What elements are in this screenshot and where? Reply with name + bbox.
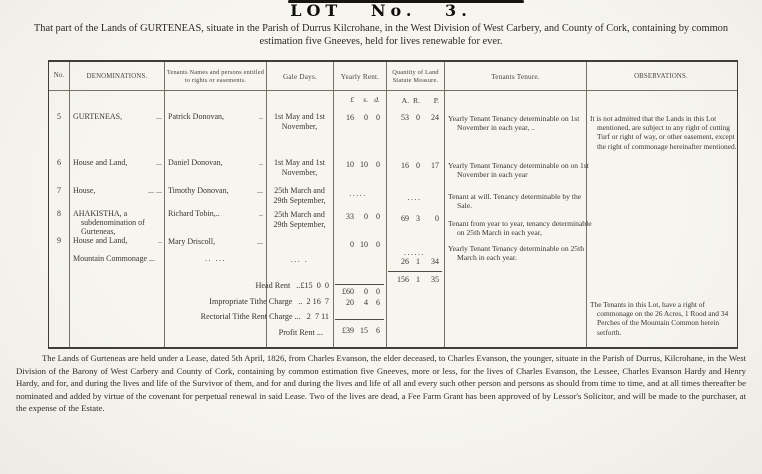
quantity-blank-dots: .... <box>407 193 422 202</box>
tenant-name: Mary Driscoll, ... <box>168 237 263 246</box>
tenant-name: Daniel Donovan, .. <box>168 158 263 167</box>
gale-days: 1st May and 1st November, <box>274 158 325 177</box>
rent-units: £ s. d. <box>350 95 380 104</box>
tenure-text: Yearly Tenant Tenancy determinable on 1st November in each year, .. <box>448 114 580 133</box>
column-header-observations: OBSERVATIONS. <box>634 73 688 80</box>
lot-subtitle: That part of the Lands of GURTENEAS, situate in the Parish of Durrus Kilcrohane, in the West Division of West Carbery, and County of Cork, containing by common estimation five Gneeves, held for lives renewable for ever. <box>33 23 729 47</box>
tenant-name: Patrick Donovan, .. <box>168 112 263 121</box>
quantity-value: 16 0 17 <box>401 161 439 170</box>
column-header-denominations: DENOMINATIONS. <box>86 73 148 80</box>
tenant-blank-dots: .. ... <box>205 254 226 263</box>
gale-blank-dots: ... . <box>290 255 309 264</box>
lease-description-paragraph: The Lands of Gurteneas are held under a Lease, dated 5th April, 1826, from Charles Evanson, the elder deceased, to Charles Evanson, the younger, situate in the Parish of Durrus, Kilcrohane, in the West Division of the Barony of West Carbery and County of Cork, containing by common estimation five Gneeves, more or less, for the lives of Charles Evanson, the Lessee, Charles Evanson Hardy and Henry Hardy, and for, and during the lives and life of the Survivor of them, and for and during the lives and life of all and every such other person and persons as should from time to time, and at all times thereafter be nominated and added by virtue of the covenant for perpetual renewal in said Lease. Two of the lives are dead, a Fee Farm Grant has been approved of by Lessor's Solicitor, and will be made to the purchaser, at the expense of the Estate. <box>16 353 746 414</box>
quantity-total: 156 1 35 <box>397 275 439 284</box>
column-header-quantity: Quantity of Land Statute Measure. <box>392 69 439 84</box>
gale-days: 25th March and 29th September, <box>273 186 326 205</box>
rent-value: 10 10 0 <box>346 160 380 169</box>
denomination: GURTENEAS, ... <box>73 112 162 121</box>
quantity-units: A. R. P. <box>401 96 439 105</box>
header-divider <box>49 90 737 91</box>
summary-profit-rent-label: Profit Rent ... <box>278 328 323 337</box>
row-number: 7 <box>57 186 61 195</box>
tenure-text: Yearly Tenant Tenancy determinable on 25th March in each year. <box>448 244 585 263</box>
column-header-tenure: Tenants Tenure. <box>491 73 540 81</box>
rent-value: 0 10 0 <box>350 240 380 249</box>
denomination: Mountain Commonage ... <box>73 254 155 263</box>
row-number: 6 <box>57 158 61 167</box>
profit-rent-value: £39 15 6 <box>342 326 380 335</box>
row-number: 5 <box>57 112 61 121</box>
column-header-no: No. <box>53 72 65 79</box>
column-header-yearly-rent: Yearly Rent. <box>340 73 380 81</box>
observation-note: It is not admitted that the Lands in this Lot mentioned, are subject to any right of cutting Turf or right of way, or other easement, except the right of commonage hereinafter mentioned. <box>590 114 737 151</box>
rent-value: 33 0 0 <box>346 212 380 221</box>
profit-rent-rule <box>335 319 384 320</box>
tenant-name: Richard Tobin,.. .. <box>168 209 263 218</box>
gale-days: 25th March and 29th September, <box>273 210 326 229</box>
denomination: House and Land, .. <box>73 236 162 245</box>
summary-rectorial-tithe: Rectorial Tithe Rent Charge ... 2 7 11 <box>200 312 329 321</box>
tenure-text: Tenant at will. Tenancy determinable by the Sale. <box>448 192 582 211</box>
rent-total: £60 0 0 <box>342 287 380 296</box>
rent-value: 16 0 0 <box>346 113 380 122</box>
quantity-value: 53 0 24 <box>401 113 439 122</box>
column-divider <box>164 62 165 347</box>
charges-total: 20 4 6 <box>346 298 380 307</box>
column-header-gale-days: Gale Days. <box>283 73 317 81</box>
denomination: AHAKISTHA, a subdenomination of Gurteneas, <box>73 209 145 236</box>
lot-title: LOT No. 3. <box>290 1 472 20</box>
gale-days: 1st May and 1st November, <box>274 112 325 131</box>
observation-note: The Tenants in this Lot, have a right of commonage on the 26 Acres, 1 Rood and 34 Perches of the Mountain Common herein setforth. <box>590 300 729 337</box>
rent-blank-dots: ..... <box>349 189 367 198</box>
quantity-value: 26 1 34 <box>401 257 439 266</box>
tenure-text: Tenant from year to year, tenancy determinable on 25th March in each year, <box>448 219 592 238</box>
rental-table <box>48 60 738 349</box>
quantity-value: 69 3 0 <box>401 214 439 223</box>
column-header-tenants: Tenants Names and persons entitled to rights or easements. <box>166 69 265 84</box>
denomination: House and Land, ... <box>73 158 162 167</box>
column-divider <box>444 62 445 347</box>
quantity-blank-dots: ...... <box>404 248 425 257</box>
row-number: 9 <box>57 236 61 245</box>
rent-total-rule <box>335 284 384 285</box>
column-divider <box>69 62 70 347</box>
summary-head-rent: Head Rent ..£15 0 0 <box>255 281 329 290</box>
summary-impropriate-tithe: Impropriate Tithe Charge .. 2 16 7 <box>209 297 329 306</box>
denomination: House, ... ... <box>73 186 162 195</box>
quantity-total-rule <box>388 271 442 272</box>
tenure-text: Yearly Tenant Tenancy determinable on on 1st November in each year <box>448 161 589 180</box>
row-number: 8 <box>57 209 61 218</box>
tenant-name: Timothy Donovan, ... <box>168 186 263 195</box>
column-divider <box>386 62 387 347</box>
